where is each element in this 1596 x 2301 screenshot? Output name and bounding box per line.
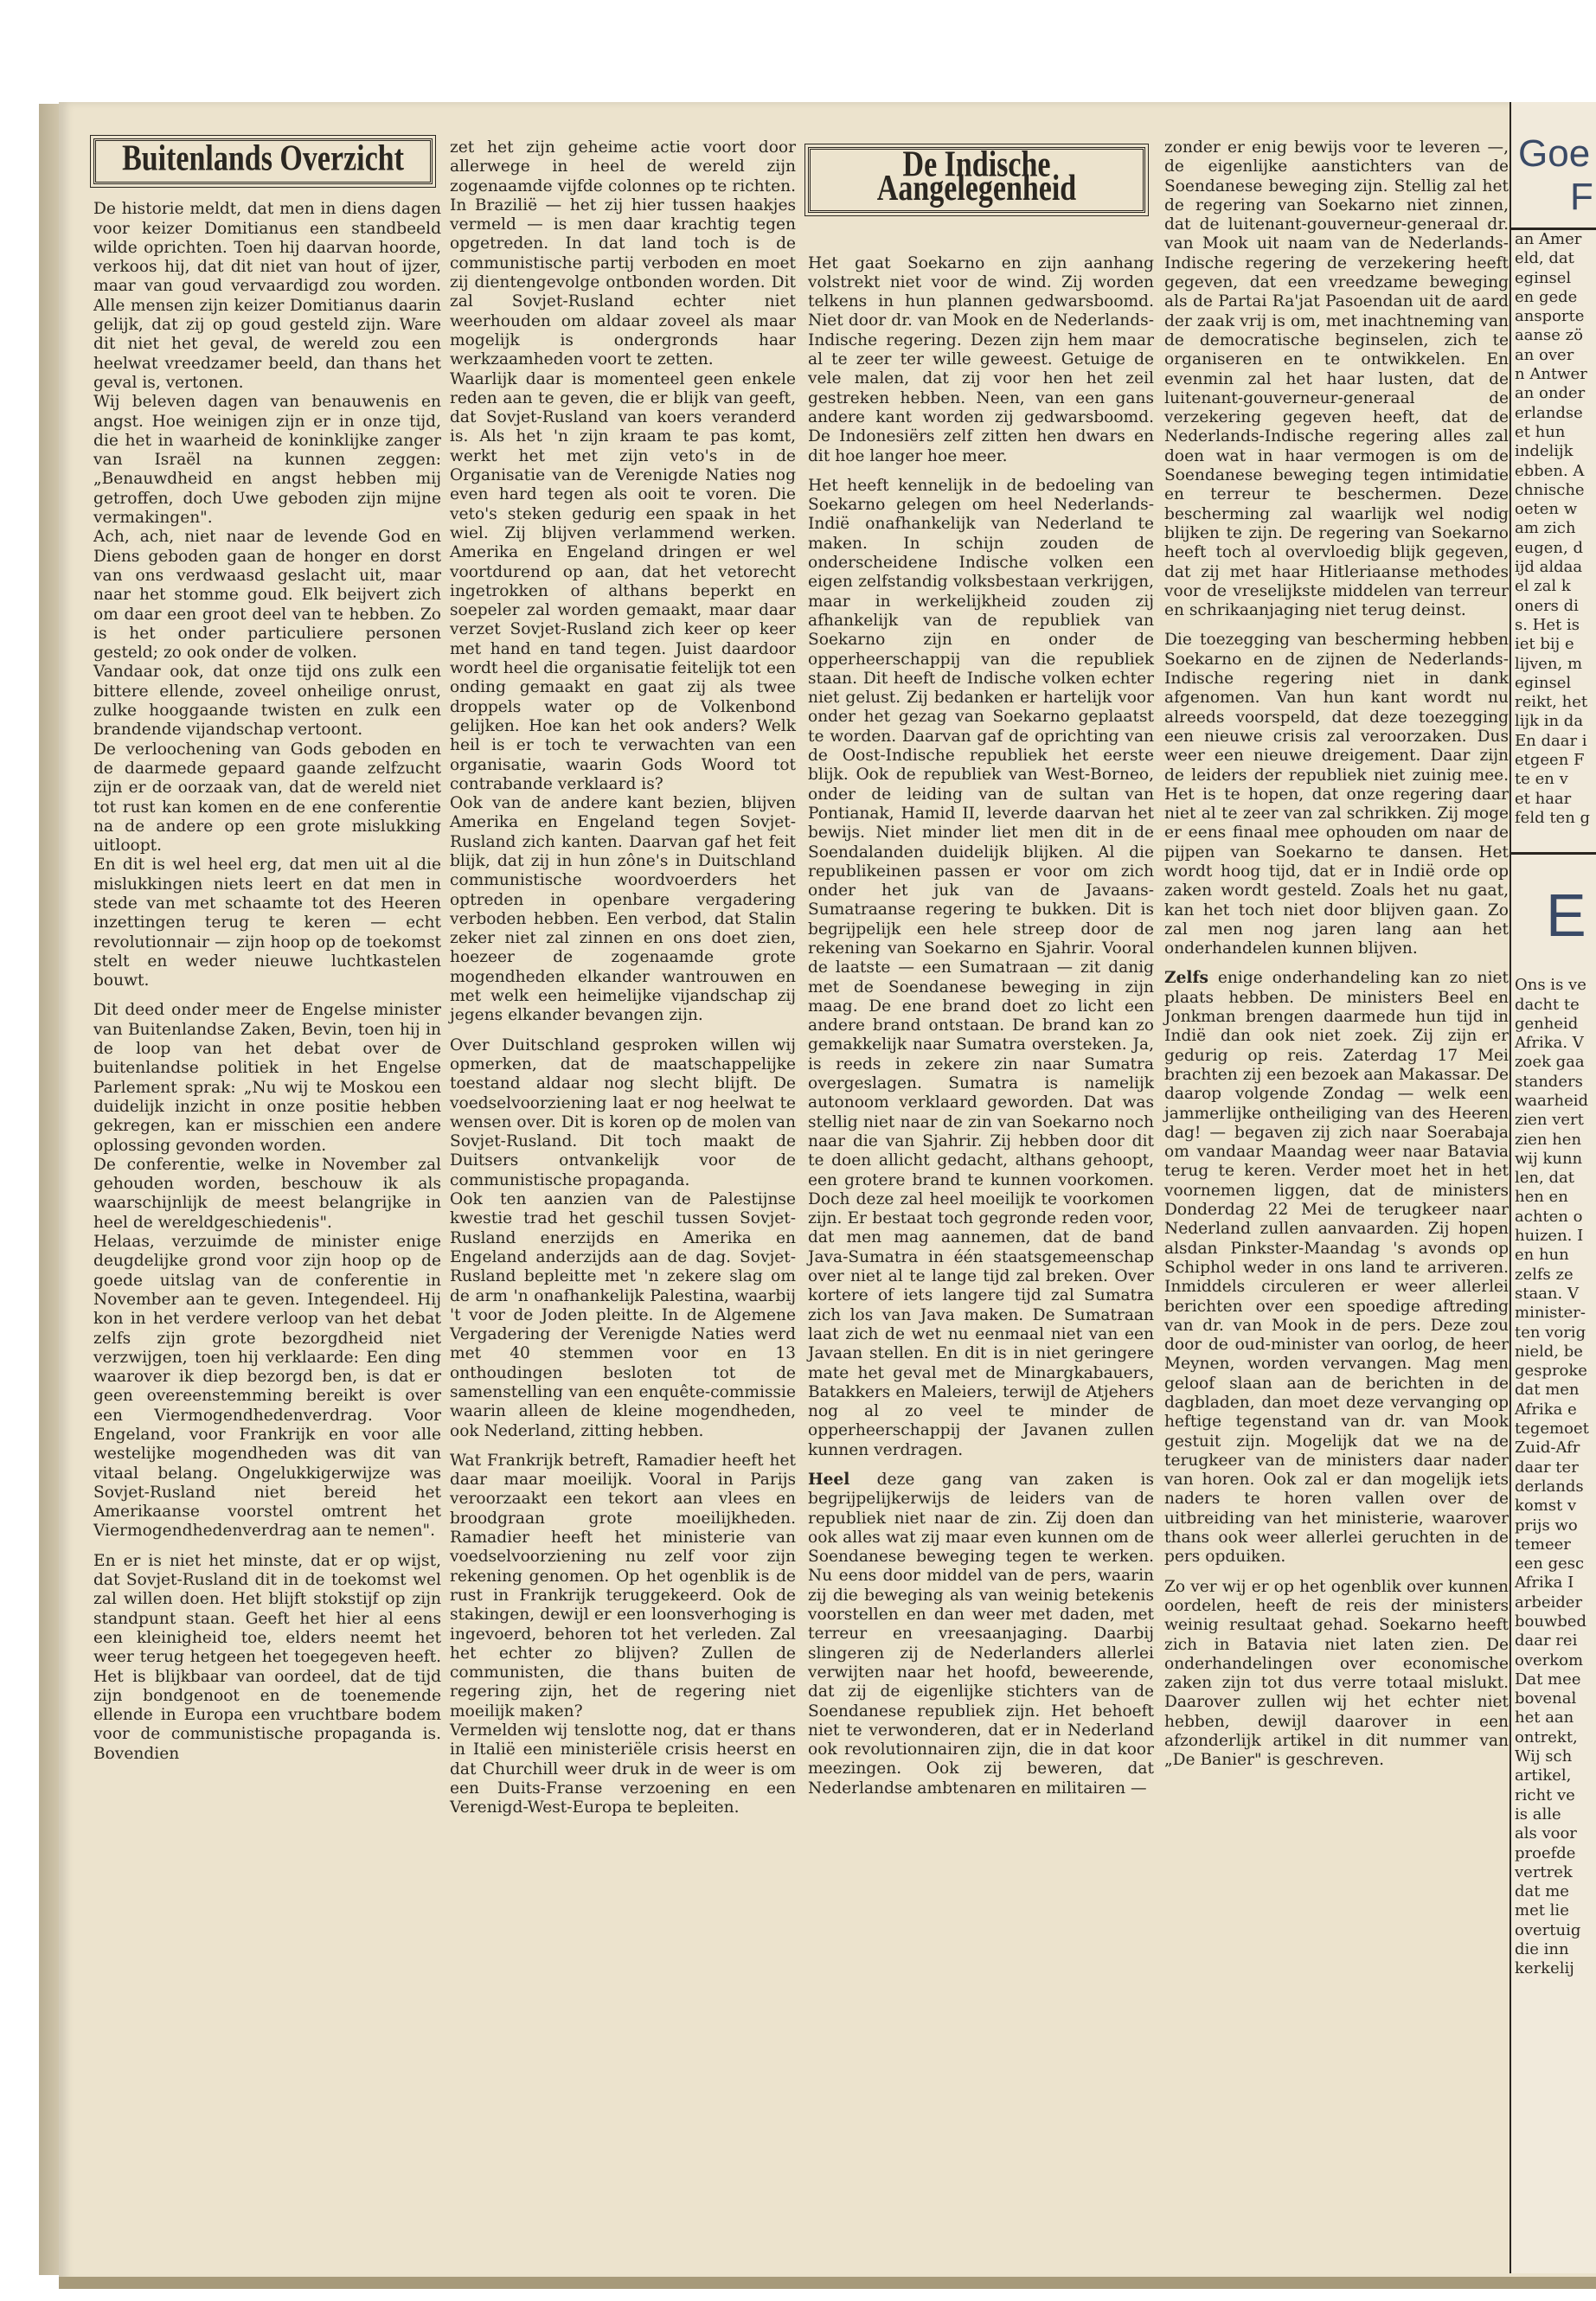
adjacent-text-line: erlandse [1515,403,1583,422]
adjacent-text-line: zoek gaa [1515,1053,1585,1072]
adjacent-text-line: an onder [1515,384,1586,403]
article-body [93,200,441,1764]
adjacent-text-line: oners di [1515,596,1579,615]
adjacent-text-line: ijd aldaa [1515,558,1583,577]
paragraph: Vermelden wij tenslotte nog, dat er thans in Italië een ministeriële crisis heerst en dat Churchill weer druk in de weer is om een Duits-Franse verzoening en een Verenigd-West-Europa te bepleiten. [450,1721,796,1817]
adjacent-text-line: standers [1515,1072,1583,1091]
adjacent-text-line: gesproke [1515,1362,1587,1381]
column-buitenlands-overzicht [93,138,441,1764]
paragraph: Dit deed onder meer de Engelse minister van Buitenlandse Zaken, Bevin, toen hij in de loop van het debat over de buitenlandse politiek in het Engelse Parlement sprak: „Nu wij te Moskou een duidelijk inzicht in onze positie hebben gekregen, kan er misschien een andere oplossing gevonden worden. [93,1001,441,1155]
paragraph: De conferentie, welke in November zal gehouden worden, beschouw ik als waarschijnlijk de meest belangrijke in heel de wereldgeschiedenis". [93,1155,441,1232]
adjacent-text-line: ansporte [1515,307,1585,326]
adjacent-text-line: tegemoet [1515,1420,1589,1439]
paragraph: Het gaat Soekarno en zijn aanhang volstrekt niet voor de wind. Zij worden telkens in hun plannen gedwarsboomd. Niet door dr. van Mook en de Nederlands-Indische regering. Dezen zijn hem maar al te zeer ter wille geweest. Getuige de vele malen, dat zij voor hen het zeil gestreken hebben. Neen, van een gans andere kant worden zij gedwarsboomd. De Indonesiërs zelf zitten hen dwars en dit hoe langer hoe meer. [808,253,1154,465]
adjacent-text-line: el zal k [1515,577,1571,596]
adjacent-text-line: dat men [1515,1381,1580,1400]
adjacent-text-line: eginsel [1515,268,1572,287]
adjacent-text-line: Afrika e [1515,1400,1577,1419]
adjacent-text-line: Afrika. V [1515,1034,1584,1053]
adjacent-text-line: Dat mee [1515,1670,1581,1689]
adjacent-text-line: En daar i [1515,731,1587,750]
paragraph: Het heeft kennelijk in de bedoeling van Soekarno gelegen om heel Nederlands-Indië onafhankelijk van Nederland te maken. In schijn zouden de onderscheidene Indische volken een eigen zelfstandig volksbestaan verkrijgen, maar in werkelijkheid zouden zij afhankelijk van de republiek van Soekarno zijn en onder de opperheerschappij van die republiek staan. Dit heeft de Indische volken echter niet gelust. Zij bedanken er hartelijk voor onder het gezag van Soekarno geplaatst te worden. Daarvan gaf de oprichting van de Oost-Indische republiek het eerste blijk. Ook de republiek van West-Borneo, onder de leiding van de sultan van Pontianak, Hamid II, leverde daarvan het bewijs. Niet minder liet men dit in de Soendalanden duidelijk blijken. Al die republikeinen passen er voor om zich onder het juk van de Javaans-Sumatraanse regering te bukken. Dit is begrijpelijk een hele streep door de rekening van Soekarno en Sjahrir. Vooral de laatste — een Sumatraan — zit danig met de Soendanese beweging in zijn maag. De ene brand doet zo licht een andere brand ontstaan. De brand kan zo gemakkelijk naar Sumatra oversteken. Ja, is reeds in zekere zin naar Sumatra overgeslagen. Sumatra is namelijk autonoom verklaard geworden. Dat was stellig niet naar de zin van Soekarno noch naar die van Sjahrir. Zij hebben door dit te doen allicht gedacht, althans gehoopt, een grotere brand te kunnen voorkomen. Doch deze zal heel moeilijk te voorkomen zijn. Er bestaat toch gegronde reden voor, dat men mag aannemen, dat de band Java-Sumatra in één staatsgemeenschap over niet al te lange tijd zal breken. Over kortere of iets langere tijd zal Sumatra zich los van Java maken. De Sumatraan laat zich de wet nu eenmaal niet van een Javaan stellen. En dit is in niet geringere mate het geval met de Minargkabauers, Batakkers en Maleiers, terwijl de Atjehers nog al zo veel te minder de opperheerschappij der Javanen zullen kunnen verdragen. [808,476,1154,1459]
adjacent-text-line: als voor [1515,1824,1577,1843]
paragraph: Helaas, verzuimde de minister enige deugdelijke grond voor zijn hoop op de goede uitslag van de conferentie in November aan te geven. Integendeel. Hij kon in het verdere verloop van het debat zelfs zijn grote bezorgdheid niet verzwijgen, toen hij verklaarde: Een ding waarover ik diep bezorgd ben, is dat er geen overeenstemming bereikt is over een Viermogendhedenverdrag. Voor Engeland, voor Frankrijk en voor alle westelijke mogendheden was dit van vitaal belang. Ongelukkigerwijze was Sovjet-Rusland niet bereid het Amerikaanse voorstel omtrent het Viermogendhedenverdrag aan te nemen". [93,1233,441,1541]
adjacent-text-line: chnische [1515,480,1585,499]
article-body [450,138,796,1818]
adjacent-text-line: len, dat [1515,1169,1574,1188]
adjacent-text-line: minister- [1515,1304,1586,1323]
adjacent-text-line: daar ter [1515,1458,1579,1477]
paragraph: De historie meldt, dat men in diens dagen voor keizer Domitianus een standbeeld wilde oprichten. Toen hij daarvan hoorde, verkoos hij, dat dit niet van hout of ijzer, maar van goud vervaardigd zou worden. Alle mensen zijn keizer Domitianus daarin gelijk, dat zij op goud gesteld zijn. Ware dit niet het geval, de wereld zou een heelwat vreedzamer beeld, dan thans het geval is, vertonen. [93,200,441,392]
adjacent-headline-text: Goe [1518,132,1591,175]
adjacent-text-2 [1511,976,1596,1978]
adjacent-text-line: eld, dat [1515,249,1574,268]
paragraph: Waarlijk daar is momenteel geen enkele reden aan te geven, die er blijk van geeft, dat Sovjet-Rusland van koers veranderd is. Als het 'n zijn kraam te pas komt, werkt het met zijn veto's in de Organisatie van de Verenigde Naties nog even hard tegen als ooit te voren. Die veto's steken gedurig een spaak in het wiel. Zij blijven verlammend werken. Amerika en Engeland dringen er wel voortdurend op aan, dat het vetorecht ingetrokken of althans beperkt en soepeler zal worden gemaakt, maar daar verzet Sovjet-Rusland zich keer op keer met hand en tand tegen. Juist daardoor wordt heel die organisatie feitelijk tot een onding gemaakt en gaat zij als twee droppels water op de Volkenbond gelijken. Hoe kan het ook anders? Welk heil is er toch te verwachten van een organisatie, waarin Gods Woord tot contrabande verklaard is? [450,369,796,793]
adjacent-text-1 [1511,230,1596,828]
adjacent-text-line: dat me [1515,1882,1569,1901]
adjacent-text-line: feld ten g [1515,808,1591,827]
adjacent-text-line: zien hen [1515,1130,1582,1149]
adjacent-text-line: artikel, [1515,1766,1572,1785]
headline-box [808,144,1145,213]
paragraph: Ook ten aanzien van de Palestijnse kwestie trad het geschil tussen Sovjet-Rusland enerzijds en Amerika en Engeland anderzijds aan de dag. Sovjet-Rusland bepleitte met 'n zekere slag om de arm 'n onafhankelijk Palestina, waarbij 't voor de Joden pleitte. In de Algemene Vergadering der Verenigde Naties werd met 40 stemmen voor en 13 onthoudingen besloten tot de samenstelling van een enquête-commissie waarin alleen de kleine mogendheden, ook Nederland, zitting hebben. [450,1190,796,1440]
adjacent-text-line: bovenal [1515,1689,1577,1708]
adjacent-text-line: iet bij e [1515,635,1574,654]
adjacent-text-line: richt ve [1515,1785,1575,1804]
paragraph: Vandaar ook, dat onze tijd ons zulk een bittere ellende, zoveel onheilige onrust, zulke hooggaande twisten en zulk een brandende vijandschap vertoont. [93,663,441,740]
paragraph: Heel deze gang van zaken is begrijpelijkerwijs de leiders van de republiek niet naar de zin. Zij doen dan ook alles wat zij maar even kunnen om de Soendanese beweging tegen te werken. Nu eens door middel van de pers, waarin zij die beweging als van weinig betekenis voorstellen en dan weer met daden, met terreur en vreesaanjaging. Daarbij slingeren zij de Nederlanders allerlei verwijten naar het hoofd, beweerende, dat zij de eigenlijke stichters van de Soendanese republiek zijn. Het behoeft niet te verwonderen, dat er in Nederland ook revolutionnairen zijn, die in dat koor meezingen. Ook zij beweren, dat Nederlandse ambtenaren en militairen — [808,1471,1154,1798]
adjacent-text-line: wij kunn [1515,1149,1583,1168]
adjacent-text-line: kerkelij [1515,1959,1574,1978]
paragraph: Zelfs enige onderhandeling kan zo niet plaats hebben. De ministers Beel en Jonkman brengen daarmede hun tijd in Indië dan ook niet zoek. Zij zijn er gedurig op reis. Zaterdag 17 Mei brachten zij een bezoek aan Makassar. De daarop volgende Zondag — welk een jammerlijke ontheiliging van des Heeren dag! — begaven zij zich naar Soerabaja om vandaar Maandag weer naar Batavia terug te keren. Verder moet het in het voornemen liggen, dat de ministers Donderdag 22 Mei de terugkeer naar Nederland zullen aanvaarden. Zij hopen alsdan Pinkster-Maandag 's avonds op Schiphol weder in ons land te arriveren. Inmiddels circuleren er weer allerlei berichten over een spoedige aftreding van dr. van Mook in de pers. Deze zou door de oud-minister van oorlog, de heer Meynen, worden vervangen. Mag men geloof slaan aan de berichten in de dagbladen, dan moet deze vervanging op heftige tegenstand van dr. van Mook gestuit zijn. Mogelijk dat we na de terugkeer van de ministers daar nader van horen. Ook zal er dan mogelijk iets naders te horen vallen over de uitbreiding van het ministerie, waarover thans ook weer allerlei geruchten in de pers opduiken. [1164,969,1509,1567]
adjacent-text-line: n Antwer [1515,365,1587,384]
headline-box [93,138,433,184]
adjacent-text-line: te en v [1515,770,1568,789]
adjacent-text-line: an over [1515,345,1574,364]
paragraph: Zo ver wij er op het ogenblik over kunnen oordelen, heeft de reis der ministers weinig resultaat gehad. Soekarno heeft zich in Batavia niet laten zien. De onderhandelingen over economische zaken zijn tot dus verre totaal mislukt. Daarover zullen wij het echter niet hebben, dewijl daarover in een afzonderlijk artikel in dit nummer van „De Banier" is geschreven. [1164,1577,1509,1770]
adjacent-text-line: staan. V [1515,1284,1579,1303]
adjacent-text-line: vertrek [1515,1862,1573,1881]
headline-indische-aangelegenheid: De Indische Aangelegenheid [876,144,1077,209]
adjacent-text-line: Ons is ve [1515,976,1586,995]
adjacent-text-line: Afrika I [1515,1574,1574,1593]
page-edge [59,2277,1596,2289]
adjacent-headline-text-2: F [1570,176,1593,218]
paragraph: Wat Frankrijk betreft, Ramadier heeft het daar maar moeilijk. Vooral in Parijs veroorzaakt een tekort aan vlees en broodgraan grote moeilijkheden. Ramadier heeft het ministerie van voedselvoorziening nu zelf voor zijn rekening genomen. Op het ogenblik is de rust in Frankrijk teruggekeerd. Ook de stakingen, dewijl er een loonsverhoging is ingevoerd, behoren tot het verleden. Zal het echter zo blijven? Zullen de communisten, die thans buiten de regering zijn, het de regering niet moeilijk maken? [450,1451,796,1721]
column-indische-aangelegenheid [808,138,1154,1798]
adjacent-headline [1511,102,1596,230]
paragraph: zonder er enig bewijs voor te leveren —, de eigenlijke aanstichters van de Soendanese beweging zijn. Stellig zal het de regering van Soekarno niet zinnen, dat de luitenant-gouverneur-generaal dr. van Mook uit naam van de Nederlands-Indische regering de verzekering heeft gegeven, dat een vreedzame beweging als de Partai Ra'jat Pasoendan uit de aard der zaak vrij is om, met inachtneming van de democratische beginselen, zich te organiseren en te ontwikkelen. En evenmin zal het haar lusten, dat de luitenant-gouverneur-generaal de verzekering gegeven heeft, dat de Nederlands-Indische regering alles zal doen wat in haar vermogen is om de Soendanese beweging tegen intimidatie en terreur te beschermen. Deze bescherming zal waarlijk wel nodig blijken te zijn. De regering van Soekarno heeft toch al overvloedig blijk gegeven, dat zij met haar Hitleriaanse methodes voor de vreselijkste middelen van terreur en schrikaanjaging niet terug deinst. [1164,138,1509,620]
adjacent-text-line: prijs wo [1515,1516,1578,1535]
adjacent-text-line: et hun [1515,422,1566,441]
adjacent-text-line: derlands [1515,1477,1584,1496]
adjacent-text-line: achten o [1515,1207,1583,1226]
adjacent-text-line: die inn [1515,1940,1569,1959]
adjacent-text-line: genheid [1515,1014,1579,1033]
adjacent-text-line: Wij sch [1515,1747,1573,1766]
paragraph: En er is niet het minste, dat er op wijst, dat Sovjet-Rusland dit in de toekomst wel zal willen doen. Het blijft stokstijf op zijn standpunt staan. Geeft het hier al eens een kleinigheid toe, elders neemt het weer terug hetgeen het toegegeven heeft. Het is blijkbaar van oordeel, dat de tijd zijn bondgenoot en de toenemende ellende in Europa een vruchtbare bodem voor de communistische propaganda is. Bovendien [93,1551,441,1763]
adjacent-text-line: waarheid [1515,1091,1588,1110]
adjacent-text-line: zien vert [1515,1111,1584,1130]
adjacent-text-line: bouwbed [1515,1612,1587,1631]
paragraph: De verloochening van Gods geboden en de daarmede gepaard gaande zelfzucht zijn er de oorzaak van, dat de wereld niet tot rust kan komen en de ene conferentie na de andere op een grote mislukking uitloopt. [93,740,441,856]
column-indische-aangelegenheid-continued [1164,138,1509,1771]
bold-lead-word: Zelfs [1164,969,1208,988]
adjacent-text-line: zelfs ze [1515,1265,1574,1284]
adjacent-text-line: lijven, m [1515,654,1583,673]
adjacent-text-line: eginsel [1515,673,1572,692]
paragraph: Ach, ach, niet naar de levende God en Diens geboden gaan de honger en dorst van ons verdwaasd geslacht uit, maar naar het stomme goud. Elk beijvert zich om daar een groot deel van te hebben. Zo is het onder particuliere personen gesteld; zo ook onder de volken. [93,528,441,663]
adjacent-text-line: ontrekt, [1515,1727,1578,1747]
adjacent-text-line: een gesc [1515,1554,1585,1574]
paragraph: Die toezegging van bescherming hebben Soekarno en de zijnen de Nederlands-Indische regering niet in dank afgenomen. Van hun kant wordt nu alreeds voorspeld, dat deze toezegging een nieuwe crisis zal veroorzaken. Dus weer een nieuwe dreigement. Daar zijn de leiders der republiek niet zuinig mee. Het is te hopen, dat onze regering daar niet al te zeer van zal schrikken. Zij moge er eens finaal mee ophouden om naar de pijpen van Soekarno te dansen. Het wordt hoog tijd, dat er in Indië orde op zaken wordt gesteld. Zoals het nu gaat, kan het toch niet door blijven gaan. Zo zal men nog jaren lang aan het onderhandelen kunnen blijven. [1164,631,1509,958]
headline-buitenlands-overzicht: Buitenlands Overzicht [122,138,404,179]
article-body [808,254,1154,1798]
paragraph: Wij beleven dagen van benauwenis en angst. Hoe weinigen zijn er in onze tijd, die het in waarheid de koninklijke zanger van Israël na kunnen zeggen: „Benauwdheid en angst hebben mij getroffen, doch Uwe geboden zijn mijne vermakingen". [93,393,441,528]
adjacent-text-line: an Amer [1515,230,1582,248]
adjacent-text-line: overtuig [1515,1920,1581,1939]
adjacent-text-line: en gede [1515,287,1578,306]
adjacent-text-line: ebben. A [1515,461,1585,480]
adjacent-text-line: etgeen F [1515,751,1585,770]
article-body [1164,138,1509,1771]
column-buitenlands-overzicht-continued [450,138,796,1818]
adjacent-text-line: proefde [1515,1843,1576,1862]
adjacent-text-line: lijk in da [1515,712,1584,731]
adjacent-text-line: Zuid-Afr [1515,1439,1580,1458]
adjacent-text-line: am zich [1515,519,1576,538]
adjacent-text-line: s. Het is [1515,615,1580,634]
adjacent-text-line: arbeider [1515,1593,1583,1612]
adjacent-text-line: eugen, d [1515,538,1583,557]
paragraph: zet het zijn geheime actie voort door allerwege in heel de wereld zijn zogenaamde vijfde colonnes op te richten. In Brazilië — het zij hier tussen haakjes vermeld — is men daar krachtig tegen opgetreden. In dat land toch is de communistische partij verboden en moet zij dientengevolge ontbonden worden. Dit zal Sovjet-Rusland echter niet weerhouden om aldaar zoveel als maar mogelijk is ondergronds haar werkzaamheden voort te zetten. [450,138,796,369]
adjacent-text-line: aanse zö [1515,326,1583,345]
adjacent-text-line: ten vorig [1515,1323,1586,1342]
adjacent-text-line: temeer [1515,1535,1571,1554]
paragraph: Ook van de andere kant bezien, blijven Amerika en Engeland tegen Sovjet-Rusland zich kanten. Daarvan gaf het feit blijk, dat zij in hun zône's in Duitschland communistische woordvoerders het optreden in openbare vergadering verboden hebben. Een verbod, dat Stalin zeker niet zal zinnen en ons doet zien, hoezeer de zogenaamde grote mogendheden elkander wantrouwen en met welk een heimelijke vijandschap zij jegens elkander bevangen zijn. [450,794,796,1025]
bold-lead-word: Heel [808,1471,850,1489]
adjacent-text-line: daar rei [1515,1631,1578,1650]
adjacent-text-line: reikt, het [1515,693,1588,712]
adjacent-text-line: et haar [1515,789,1572,808]
adjacent-text-line: is alle [1515,1804,1561,1823]
adjacent-text-line: oeten w [1515,500,1578,519]
adjacent-text-line: komst v [1515,1497,1577,1516]
adjacent-text-line: met lie [1515,1901,1569,1920]
adjacent-text-line: dacht te [1515,995,1580,1014]
paragraph: En dit is wel heel erg, dat men uit al die mislukkingen niets leert en dat men in stede van met schaamte tot des Heeren inzettingen terug te keren — echt revolutionnair — zijn hoop op de toekomst stelt en weder nieuwe luchtkastelen bouwt. [93,856,441,990]
paragraph: Over Duitschland gesproken willen wij opmerken, dat de maatschappelijke toestand aldaar nog slecht blijft. De voedselvoorziening laat er nog heelwat te wensen over. Dit is koren op de molen van Sovjet-Rusland. Dit toch maakt de Duitsers ontvankelijk voor de communistische propaganda. [450,1035,796,1189]
adjacent-text-line: overkom [1515,1650,1584,1670]
adjacent-headline-2: E [1511,852,1596,976]
adjacent-text-line: nield, be [1515,1342,1583,1361]
adjacent-text-line: en hun [1515,1246,1569,1265]
adjacent-text-line: het aan [1515,1708,1574,1727]
adjacent-text-line: huizen. I [1515,1227,1584,1246]
adjacent-text-line: hen en [1515,1188,1568,1207]
adjacent-text-line: indelijk [1515,442,1574,461]
adjacent-page-strip [1509,102,1596,2273]
